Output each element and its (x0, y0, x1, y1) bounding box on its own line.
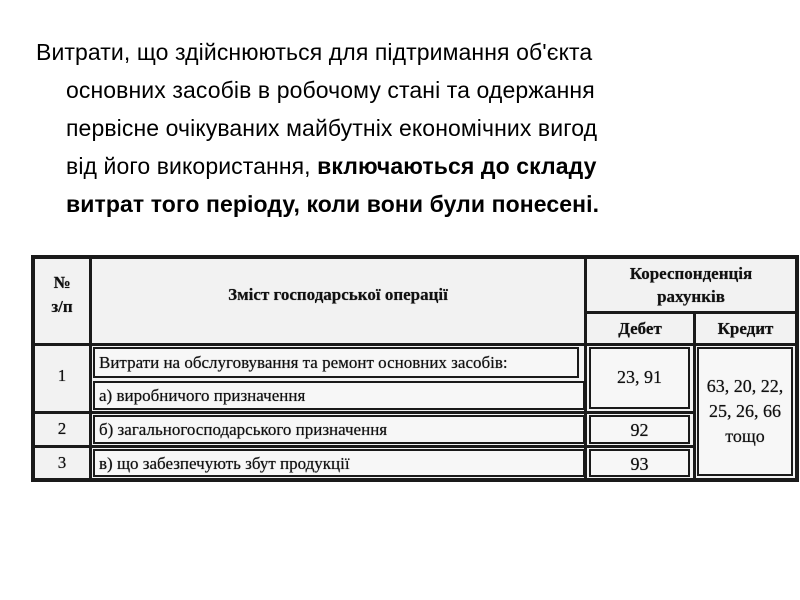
table-hline-header (31, 343, 799, 346)
header-number: № (53, 273, 71, 292)
credit-line-3: тощо (725, 426, 765, 446)
paragraph-line-5-bold: витрат того періоду, коли вони були понесені. (66, 191, 600, 217)
debit-value-3: 93 (630, 454, 649, 474)
credit-line-2: 25, 26, 66 (709, 401, 781, 421)
row-number-3: 3 (57, 453, 67, 472)
table-hline-row2 (31, 445, 694, 448)
debit-value-1: 23, 91 (617, 367, 662, 387)
row-content-2: а) виробничого призначення (99, 386, 306, 405)
operations-table (31, 255, 799, 482)
paragraph-line-1: Витрати, що здійснюються для підтримання об'єкта (36, 39, 593, 65)
paragraph-line-5 (36, 185, 766, 223)
header-number-sub: з/п (51, 297, 73, 316)
intro-paragraph (36, 33, 766, 223)
paragraph-line-4 (36, 147, 766, 185)
row-number-2: 2 (57, 419, 67, 438)
paragraph-line-4-bold: включаються до складу (317, 153, 597, 179)
paragraph-line-3: первісне очікуваних майбутніх економічних вигод (66, 115, 598, 141)
header-correspondence-2: рахунків (657, 287, 725, 306)
header-correspondence: Кореспонденція (629, 264, 753, 283)
table-border-right (795, 255, 799, 482)
table-border-top (31, 255, 799, 259)
header-content: Зміст господарської операції (228, 285, 448, 304)
table-hline-subheader (584, 311, 799, 314)
row-number-1: 1 (57, 366, 67, 385)
table-hline-row1 (31, 411, 694, 414)
header-credit: Кредит (717, 319, 774, 338)
credit-line-1: 63, 20, 22, (706, 376, 784, 396)
row-content-3: б) загальногосподарського призначення (99, 420, 388, 439)
header-debit: Дебет (618, 319, 662, 338)
table-border-bottom (31, 478, 799, 482)
row-content-1: Витрати на обслуговування та ремонт основних засобів: (99, 353, 508, 372)
debit-value-2: 92 (630, 420, 649, 440)
paragraph-line-4-text: від його використання, (66, 153, 318, 179)
row-content-4: в) що забезпечують збут продукції (99, 454, 350, 473)
paragraph-line-2: основних засобів в робочому стані та одержання (66, 77, 595, 103)
